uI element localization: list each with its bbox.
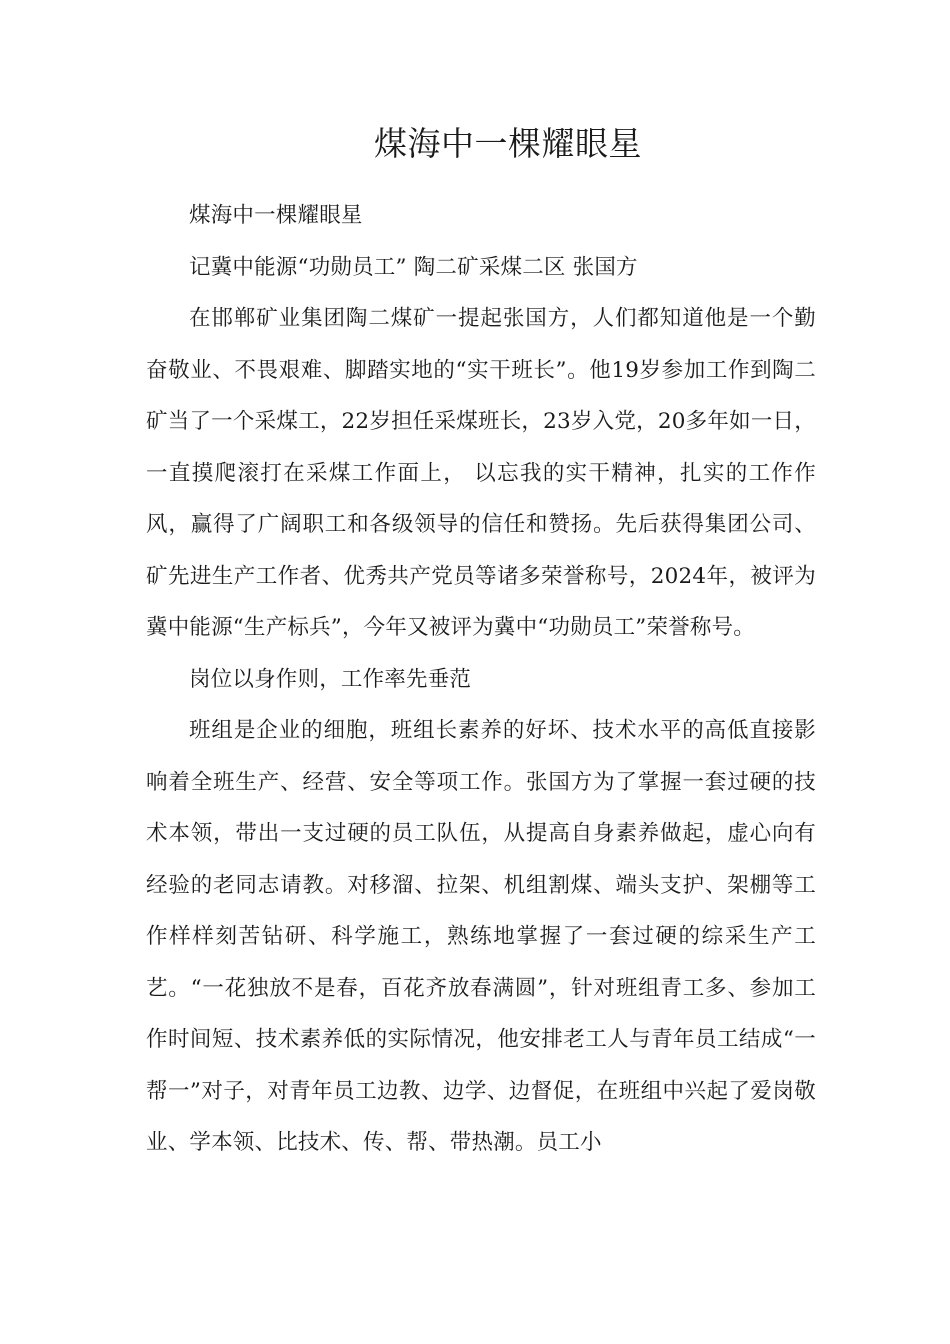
document-body — [146, 190, 816, 1169]
document-title: 煤海中一棵耀眼星 — [374, 124, 642, 163]
paragraph-section-body: 班组是企业的细胞，班组长素养的好坏、技术水平的高低直接影响着全班生产、经营、安全等项工作。张国方为了掌握一套过硬的技术本领，带出一支过硬的员工队伍，从提高自身素养做起，虚心向有经验的老同志请教。对移溜、拉架、机组割煤、端头支护、架棚等工作样样刻苦钻研、科学施工，熟练地掌握了一套过硬的综采生产工艺。“一花独放不是春，百花齐放春满圆”，针对班组青工多、参加工作时间短、技术素养低的实际情况，他安排老工人与青年员工结成“一帮一”对子，对青年员工边教、边学、边督促，在班组中兴起了爱岗敬业、学本领、比技术、传、帮、带热潮。员工小 — [146, 718, 816, 1155]
paragraph-intro: 在邯郸矿业集团陶二煤矿一提起张国方，人们都知道他是一个勤奋敬业、不畏艰难、脚踏实地的“实干班长”。他19岁参加工作到陶二矿当了一个采煤工，22岁担任采煤班长，23岁入党，20多年如一日，一直摸爬滚打在采煤工作面上， 以忘我的实干精神，扎实的工作作风，赢得了广阔职工和各级领导的信任和赞扬。先后获得集团公司、矿先进生产工作者、优秀共产党员等诸多荣誉称号，2024年，被评为冀中能源“生产标兵”，今年又被评为冀中“功勋员工”荣誉称号。 — [146, 306, 816, 640]
paragraph-byline: 记冀中能源“功勋员工” 陶二矿采煤二区 张国方 — [189, 254, 638, 280]
paragraph-subtitle: 煤海中一棵耀眼星 — [189, 203, 363, 228]
section-heading: 岗位以身作则，工作率先垂范 — [189, 666, 472, 692]
